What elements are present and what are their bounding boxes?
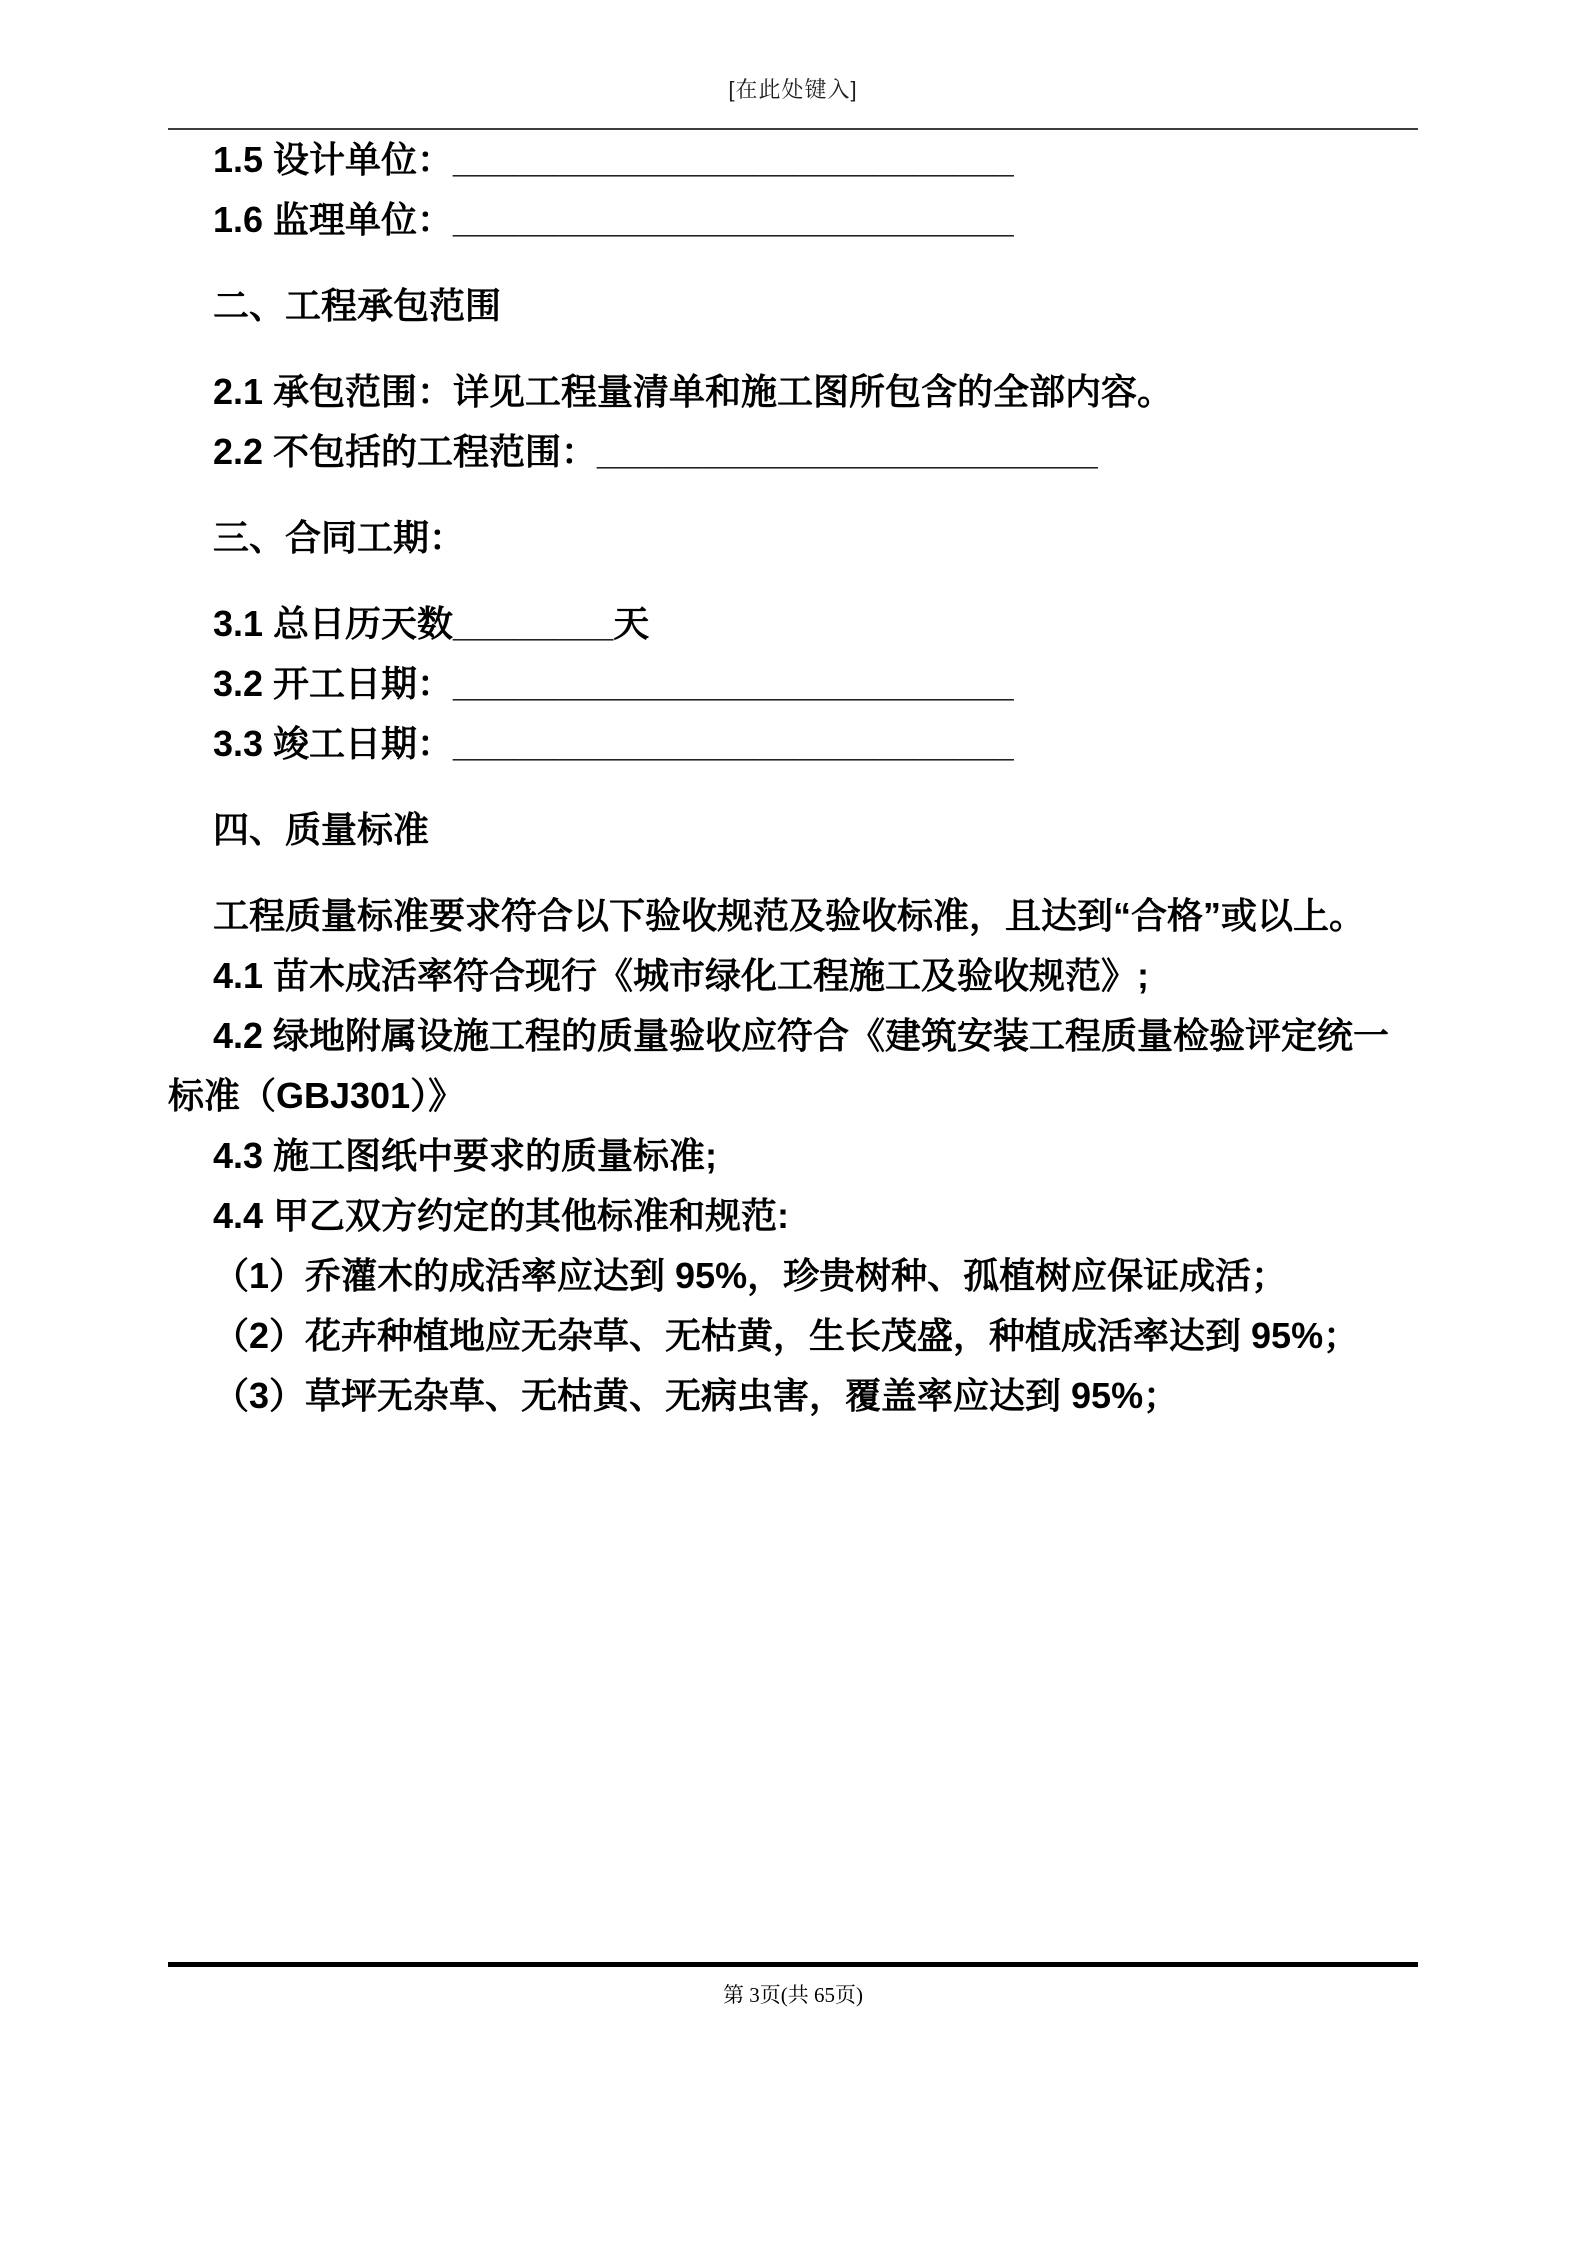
page-footer — [168, 1962, 1418, 2009]
list-item-2-flowers: （2）花卉种植地应无杂草、无枯黄，生长茂盛，种植成活率达到 95%； — [213, 1315, 1360, 1356]
header-placeholder: [在此处键入] — [728, 77, 858, 102]
clause-4-1-seedling-survival: 4.1 苗木成活率符合现行《城市绿化工程施工及验收规范》; — [213, 955, 1150, 996]
clause-2-2-excluded-scope: 2.2 不包括的工程范围：_________________________ — [213, 431, 1098, 472]
clause-3-1-total-days: 3.1 总日历天数________天 — [213, 603, 650, 644]
section-heading-quality-standard: 四、质量标准 — [213, 809, 430, 850]
clause-1-6-supervision-unit: 1.6 监理单位：____________________________ — [213, 199, 1014, 240]
clause-3-3-completion-date: 3.3 竣工日期：____________________________ — [213, 723, 1014, 764]
list-item-3-lawn: （3）草坪无杂草、无枯黄、无病虫害，覆盖率应达到 95%； — [213, 1375, 1180, 1416]
clause-2-1-scope: 2.1 承包范围：详见工程量清单和施工图所包含的全部内容。 — [213, 371, 1174, 412]
clause-3-2-start-date: 3.2 开工日期：____________________________ — [213, 663, 1014, 704]
section-heading-contract-duration: 三、合同工期： — [213, 517, 466, 558]
document-body — [168, 130, 1418, 1426]
list-item-1-trees-shrubs: （1）乔灌木的成活率应达到 95%，珍贵树种、孤植树应保证成活； — [213, 1255, 1288, 1296]
clause-4-2-ancillary-facilities: 4.2 绿地附属设施工程的质量验收应符合《建筑安装工程质量检验评定统一标准（GBJ301）》 — [168, 1015, 1390, 1116]
page-number: 第 3页(共 65页) — [723, 1983, 863, 2007]
clause-1-5-design-unit: 1.5 设计单位：____________________________ — [213, 139, 1014, 180]
page-header — [168, 0, 1418, 130]
clause-4-3-drawing-standards: 4.3 施工图纸中要求的质量标准; — [213, 1135, 718, 1176]
clause-4-4-other-standards: 4.4 甲乙双方约定的其他标准和规范: — [213, 1195, 790, 1236]
para-quality-intro: 工程质量标准要求符合以下验收规范及验收标准，且达到“合格”或以上。 — [213, 895, 1366, 936]
section-heading-contract-scope: 二、工程承包范围 — [213, 285, 502, 326]
